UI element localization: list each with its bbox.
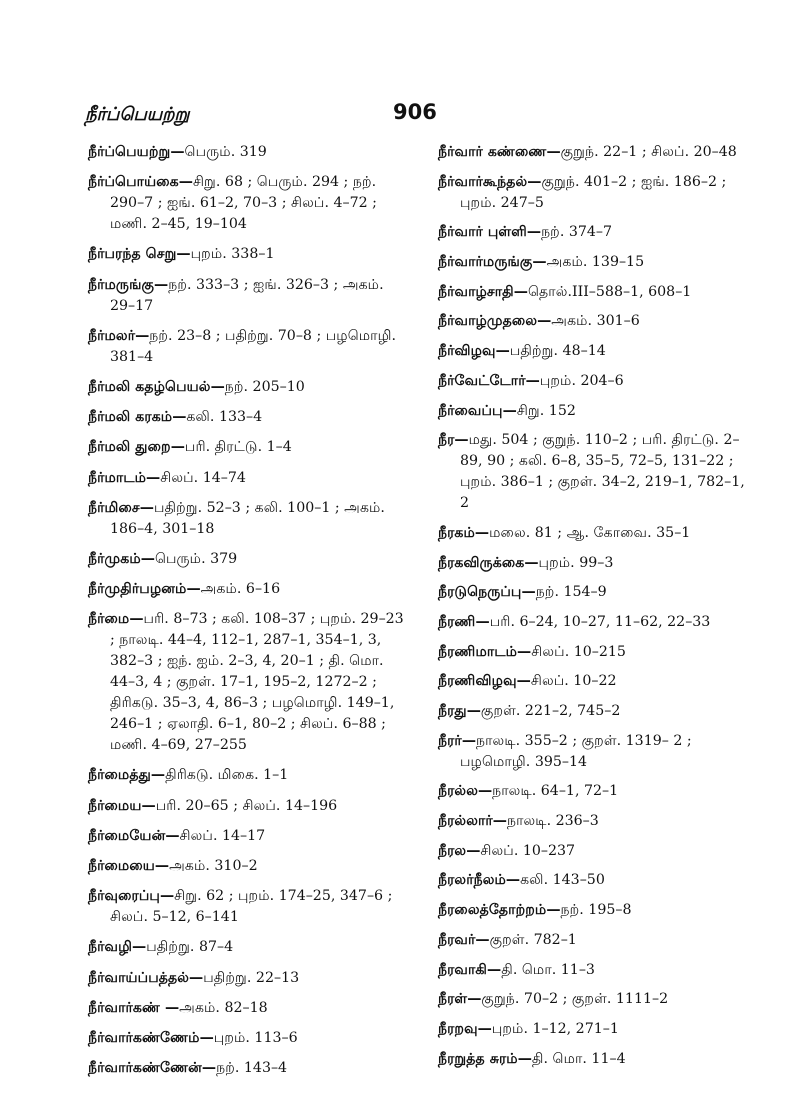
entry-references: நற். 195–8 bbox=[560, 902, 632, 919]
index-entry bbox=[88, 172, 408, 235]
entry-headword: நீரணிவிழவு— bbox=[438, 673, 531, 690]
index-entry bbox=[438, 1049, 758, 1070]
entry-references: அகம். 301–6 bbox=[551, 313, 640, 330]
entry-references: சிலப். 14–74 bbox=[160, 469, 246, 486]
entry-headword: நீர்மைத்து— bbox=[88, 767, 166, 784]
entry-references: தி. மொ. 11–4 bbox=[531, 1050, 626, 1067]
entry-references: அகம். 6–16 bbox=[200, 581, 281, 598]
entry-headword: நீர்பரந்த செறு— bbox=[88, 246, 191, 263]
index-entry bbox=[438, 553, 758, 574]
index-entry bbox=[438, 222, 758, 243]
entry-headword: நீர்வார்கண் — bbox=[88, 999, 180, 1016]
entry-references: பரி. 20–65 ; சிலப். 14–196 bbox=[155, 797, 338, 814]
index-entry bbox=[438, 252, 758, 273]
entry-references: நாலடி. 236–3 bbox=[506, 813, 599, 830]
entry-references: குறள். 782–1 bbox=[489, 931, 577, 948]
entry-headword: நீர்வாழ்முதலை— bbox=[438, 313, 552, 330]
index-entry bbox=[438, 841, 758, 862]
entry-references: சிலப். 10–22 bbox=[530, 673, 617, 690]
entry-headword: நீரகம்— bbox=[438, 524, 490, 541]
index-entry bbox=[438, 172, 758, 214]
entry-references: குறள். 221–2, 745–2 bbox=[480, 703, 621, 719]
entry-references: பதிற்று. 48–14 bbox=[509, 343, 606, 360]
entry-headword: நீர்வாய்ப்பத்தல்— bbox=[88, 969, 204, 986]
entry-references: புறம். 338–1 bbox=[190, 246, 275, 263]
entry-references: மலை. 81 ; ஆ. கோவை. 35–1 bbox=[489, 524, 691, 541]
index-entry bbox=[88, 998, 408, 1019]
entry-headword: நீரவாகி— bbox=[438, 961, 502, 978]
entry-references: சிலப். 10–237 bbox=[480, 842, 576, 859]
entry-headword: நீர்வுரைப்பு— bbox=[88, 888, 175, 905]
entry-headword: நீரணிமாடம்— bbox=[438, 643, 532, 660]
index-entry bbox=[88, 244, 408, 265]
entry-references: சிலப். 10–215 bbox=[531, 643, 626, 660]
entry-references: கலி. 143–50 bbox=[520, 872, 605, 889]
entry-headword: நீரர்— bbox=[438, 732, 477, 749]
index-entry bbox=[438, 311, 758, 332]
entry-references: நற். 205–10 bbox=[224, 378, 305, 395]
entry-references: புறம். 113–6 bbox=[213, 1029, 298, 1046]
index-entry bbox=[88, 796, 408, 817]
entry-headword: நீர்மருங்கு— bbox=[88, 276, 169, 293]
index-entry bbox=[438, 142, 758, 163]
entry-references: குறுந். 70–2 ; குறள். 1111–2 bbox=[481, 991, 669, 1008]
entry-headword: நீர்மலி துறை— bbox=[88, 439, 185, 456]
index-entry bbox=[88, 856, 408, 877]
entry-references: அகம். 139–15 bbox=[546, 254, 645, 271]
entry-references: அகம். 310–2 bbox=[169, 858, 258, 874]
page-number: 906 bbox=[393, 100, 437, 124]
entry-headword: நீர்வாழ்சாதி— bbox=[438, 283, 528, 300]
entry-references: நற். 154–9 bbox=[535, 584, 607, 601]
index-entry bbox=[438, 811, 758, 832]
entry-references: தொல்.III–588–1, 608–1 bbox=[528, 283, 692, 300]
entry-references: பதிற்று. 52–3 ; கலி. 100–1 ; அகம். 186–4, 301–18 bbox=[110, 499, 385, 537]
entry-references: நற். 333–3 ; ஐங். 326–3 ; அகம். 29–17 bbox=[110, 276, 384, 314]
entry-references: புறம். 204–6 bbox=[539, 372, 624, 389]
entry-headword: நீரறுத்த சுரம்— bbox=[438, 1050, 532, 1067]
entry-references: சிறு. 62 ; புறம். 174–25, 347–6 ; சிலப். 5–12, 6–141 bbox=[110, 888, 393, 926]
entry-references: பதிற்று. 87–4 bbox=[146, 939, 234, 956]
index-entry bbox=[88, 886, 408, 928]
index-entry bbox=[438, 523, 758, 544]
entry-headword: நீர்மிசை— bbox=[88, 499, 154, 516]
index-entry bbox=[438, 701, 758, 722]
index-entry bbox=[88, 275, 408, 317]
index-entry bbox=[88, 968, 408, 989]
entry-headword: நீர்மாடம்— bbox=[88, 469, 161, 486]
index-entry bbox=[438, 989, 758, 1010]
entry-headword: நீர்வார் கண்ணை— bbox=[438, 144, 561, 160]
entry-headword: நீர்மையேன்— bbox=[88, 827, 180, 844]
entry-references: நற். 23–8 ; பதிற்று. 70–8 ; பழமொழி. 381–4 bbox=[110, 327, 397, 365]
index-entry bbox=[438, 731, 758, 773]
entry-references: நாலடி. 64–1, 72–1 bbox=[492, 783, 619, 800]
entry-headword: நீர்வார்கண்ணேம்— bbox=[88, 1029, 214, 1046]
entry-headword: நீர்மலி கதழ்பெயல்— bbox=[88, 378, 225, 395]
entry-references: திரிகடு. மிகை. 1–1 bbox=[165, 767, 289, 784]
index-entry bbox=[438, 671, 758, 692]
index-entry bbox=[88, 826, 408, 847]
index-entry bbox=[438, 401, 758, 422]
entry-headword: நீரறவு— bbox=[438, 1020, 492, 1037]
entry-headword: நீர்விழவு— bbox=[438, 343, 510, 360]
entry-references: பரி. 6–24, 10–27, 11–62, 22–33 bbox=[489, 613, 711, 630]
entry-references: நற். 374–7 bbox=[541, 224, 613, 241]
entry-references: குறுந். 22–1 ; சிலப். 20–48 bbox=[560, 144, 737, 160]
entry-headword: நீர— bbox=[438, 432, 469, 449]
entry-headword: நீர்வார்கூந்தல்— bbox=[438, 173, 542, 190]
entry-references: பெரும். 319 bbox=[184, 144, 267, 160]
entry-headword: நீர்வார்கண்ணேன்— bbox=[88, 1060, 217, 1077]
entry-headword: நீர்மைய— bbox=[88, 797, 156, 814]
entry-headword: நீரது— bbox=[438, 703, 481, 719]
entry-headword: நீர்வைப்பு— bbox=[438, 402, 517, 419]
left-column bbox=[88, 142, 408, 1088]
index-entry bbox=[438, 282, 758, 303]
index-entry bbox=[438, 870, 758, 891]
entry-headword: நீரணி— bbox=[438, 613, 490, 630]
entry-headword: நீர்மலர்— bbox=[88, 327, 150, 344]
running-head: நீர்ப்பெயற்று bbox=[85, 104, 190, 125]
entry-headword: நீர்வார்மருங்கு— bbox=[438, 254, 547, 271]
entry-references: குறுந். 401–2 ; ஐங். 186–2 ; புறம். 247–5 bbox=[460, 173, 727, 211]
entry-references: நற். 143–4 bbox=[216, 1060, 288, 1077]
index-entry bbox=[88, 498, 408, 540]
entry-headword: நீர்வழி— bbox=[88, 939, 147, 956]
index-entry bbox=[438, 371, 758, 392]
entry-headword: நீரல— bbox=[438, 842, 481, 859]
right-column bbox=[438, 142, 758, 1078]
index-entry bbox=[438, 960, 758, 981]
entry-headword: நீர்மையை— bbox=[88, 858, 170, 874]
entry-references: பதிற்று. 22–13 bbox=[203, 969, 300, 986]
index-entry bbox=[88, 142, 408, 163]
entry-references: பரி. 8–73 ; கலி. 108–37 ; புறம். 29–23 ; நாலடி. 44–4, 112–1, 287–1, 354–1, 3, 382–3 ; ஐந். ஐம். 2–3, 4, 20–1 ; தி. மொ. 44–3, 4 ; குறள். 17–1, 195–2, 1272–2 ; திரிகடு. 35–3, 4, 86–3 ; பழமொழி. 149–1, 246–1 ; ஏலாதி. 6–1, 80–2 ; சிலப். 6–88 ; மணி. 4–69, 27–255 bbox=[110, 611, 404, 754]
index-entry bbox=[438, 341, 758, 362]
entry-references: சிறு. 152 bbox=[516, 402, 576, 419]
entry-references: பரி. திரட்டு. 1–4 bbox=[184, 439, 292, 456]
index-entry bbox=[88, 579, 408, 600]
index-entry bbox=[88, 609, 408, 756]
entry-headword: நீரல்லார்— bbox=[438, 813, 507, 830]
index-entry bbox=[438, 930, 758, 951]
entry-references: பெரும். 379 bbox=[154, 550, 238, 567]
entry-headword: நீரல்ல— bbox=[438, 783, 493, 800]
entry-references: அகம். 82–18 bbox=[179, 999, 268, 1016]
index-entry bbox=[88, 765, 408, 786]
entry-headword: நீர்மலி கரகம்— bbox=[88, 409, 187, 426]
entry-headword: நீர்மை— bbox=[88, 611, 144, 628]
index-entry bbox=[438, 781, 758, 802]
index-entry bbox=[88, 549, 408, 570]
index-entry bbox=[88, 377, 408, 398]
entry-headword: நீர்ப்பொய்கை— bbox=[88, 174, 193, 191]
entry-headword: நீர்முகம்— bbox=[88, 550, 155, 567]
index-entry bbox=[438, 612, 758, 633]
index-entry bbox=[88, 468, 408, 489]
entry-headword: நீரவர்— bbox=[438, 931, 490, 948]
entry-headword: நீரடுநெருப்பு— bbox=[438, 584, 536, 601]
entry-headword: நீர்ப்பெயற்று— bbox=[88, 144, 185, 160]
index-entry bbox=[88, 937, 408, 958]
entry-headword: நீரலைத்தோற்றம்— bbox=[438, 902, 561, 919]
entry-references: சிலப். 14–17 bbox=[179, 827, 266, 844]
entry-references: சிறு. 68 ; பெரும். 294 ; நற். 290–7 ; ஐங். 61–2, 70–3 ; சிலப். 4–72 ; மணி. 2–45, 19–104 bbox=[110, 174, 377, 233]
entry-headword: நீர்முதிர்பழனம்— bbox=[88, 581, 201, 598]
entry-references: நாலடி. 355–2 ; குறள். 1319– 2 ; பழமொழி. 395–14 bbox=[460, 732, 692, 770]
entry-headword: நீரலர்நீலம்— bbox=[438, 872, 521, 889]
entry-references: கலி. 133–4 bbox=[186, 409, 263, 426]
entry-references: தி. மொ. 11–3 bbox=[501, 961, 595, 978]
index-entry bbox=[438, 582, 758, 603]
index-entry bbox=[438, 642, 758, 663]
index-entry bbox=[88, 326, 408, 368]
entry-headword: நீர்வேட்டோர்— bbox=[438, 372, 540, 389]
entry-references: புறம். 1–12, 271–1 bbox=[491, 1020, 619, 1037]
entry-references: புறம். 99–3 bbox=[538, 554, 614, 571]
entry-headword: நீரகவிருக்கை— bbox=[438, 554, 539, 571]
index-entry bbox=[88, 1028, 408, 1049]
entry-references: மது. 504 ; குறுந். 110–2 ; பரி. திரட்டு. 2–89, 90 ; கலி. 6–8, 35–5, 72–5, 131–22 ; புறம். 386–1 ; குறள். 34–2, 219–1, 782–1, 2 bbox=[460, 432, 745, 512]
index-entry bbox=[88, 1058, 408, 1079]
index-entry bbox=[438, 1019, 758, 1040]
index-entry bbox=[88, 437, 408, 458]
index-entry bbox=[438, 430, 758, 514]
entry-headword: நீரள்— bbox=[438, 991, 482, 1008]
entry-headword: நீர்வார் புள்ளி— bbox=[438, 224, 542, 241]
index-entry bbox=[438, 900, 758, 921]
index-entry bbox=[88, 407, 408, 428]
